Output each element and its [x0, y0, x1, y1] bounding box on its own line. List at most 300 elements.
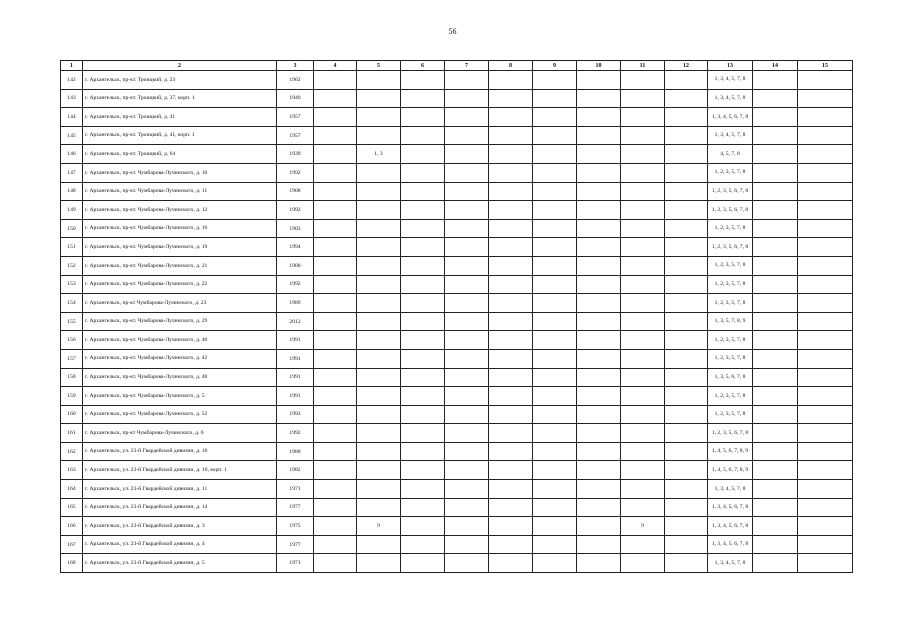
col13-cell: 1, 2, 3, 5, 6, 7, 8 [708, 238, 753, 257]
col5-cell [357, 480, 401, 499]
row-number-cell: 144 [61, 108, 83, 127]
col13-cell: 4, 5, 7, 8 [708, 145, 753, 164]
col5-cell: 9 [357, 517, 401, 536]
col9-cell [533, 424, 577, 443]
table-row [61, 275, 853, 294]
col4-cell [314, 294, 357, 313]
col12-cell [665, 442, 708, 461]
column-header-13: 13 [708, 61, 753, 71]
col14-cell [753, 554, 798, 573]
address-cell: г. Архангельск, пр-кт. Чумбарова-Лучинского, д. 11 [83, 182, 277, 201]
col4-cell [314, 238, 357, 257]
column-header-12: 12 [665, 61, 708, 71]
row-number-cell: 159 [61, 387, 83, 406]
col5-cell [357, 182, 401, 201]
table-header [61, 61, 853, 71]
col11-cell [621, 163, 665, 182]
col15-cell [798, 442, 853, 461]
col11-cell [621, 219, 665, 238]
col12-cell [665, 554, 708, 573]
col8-cell [489, 405, 533, 424]
row-number-cell: 158 [61, 368, 83, 387]
col14-cell [753, 294, 798, 313]
col8-cell [489, 517, 533, 536]
col12-cell [665, 182, 708, 201]
col9-cell [533, 535, 577, 554]
col7-cell [445, 480, 489, 499]
col14-cell [753, 498, 798, 517]
col12-cell [665, 256, 708, 275]
col14-cell [753, 238, 798, 257]
col11-cell [621, 312, 665, 331]
col4-cell [314, 182, 357, 201]
col6-cell [401, 405, 445, 424]
col11-cell [621, 368, 665, 387]
column-header-1: 1 [61, 61, 83, 71]
col4-cell [314, 387, 357, 406]
address-cell: г. Архангельск, пр-кт. Чумбарова-Лучинского, д. 22 [83, 275, 277, 294]
col15-cell [798, 405, 853, 424]
row-number-cell: 166 [61, 517, 83, 536]
col5-cell [357, 275, 401, 294]
col4-cell [314, 554, 357, 573]
col5-cell: 1, 3 [357, 145, 401, 164]
table-row [61, 256, 853, 275]
col4-cell [314, 535, 357, 554]
col4-cell [314, 201, 357, 220]
row-number-cell: 147 [61, 163, 83, 182]
table-row [61, 163, 853, 182]
address-cell: г. Архангельск, пр-кт. Чумбарова-Лучинского, д. 12 [83, 201, 277, 220]
col8-cell [489, 201, 533, 220]
col11-cell [621, 498, 665, 517]
col5-cell [357, 108, 401, 127]
col12-cell [665, 238, 708, 257]
col11-cell [621, 275, 665, 294]
year-cell: 1977 [277, 535, 314, 554]
table-row [61, 182, 853, 201]
col10-cell [577, 461, 621, 480]
col14-cell [753, 126, 798, 145]
col10-cell [577, 498, 621, 517]
col8-cell [489, 312, 533, 331]
col7-cell [445, 219, 489, 238]
table-row [61, 238, 853, 257]
col6-cell [401, 368, 445, 387]
col5-cell [357, 89, 401, 108]
col10-cell [577, 387, 621, 406]
column-header-7: 7 [445, 61, 489, 71]
address-cell: г. Архангельск, пр-кт Чумбарова-Лучинского, д. 23 [83, 294, 277, 313]
column-header-9: 9 [533, 61, 577, 71]
year-cell: 1991 [277, 368, 314, 387]
address-cell: г. Архангельск, ул. 23-й Гвардейской дивизии, д. 5 [83, 554, 277, 573]
year-cell: 1993 [277, 405, 314, 424]
row-number-cell: 145 [61, 126, 83, 145]
col12-cell [665, 405, 708, 424]
col7-cell [445, 163, 489, 182]
year-cell: 1957 [277, 126, 314, 145]
col15-cell [798, 275, 853, 294]
year-cell: 1994 [277, 238, 314, 257]
col6-cell [401, 535, 445, 554]
year-cell: 1991 [277, 331, 314, 350]
col8-cell [489, 71, 533, 90]
col14-cell [753, 312, 798, 331]
col13-cell: 1, 3, 5, 6, 7, 8 [708, 368, 753, 387]
col9-cell [533, 331, 577, 350]
col7-cell [445, 182, 489, 201]
col13-cell: 1, 3, 4, 5, 7, 8 [708, 89, 753, 108]
col7-cell [445, 312, 489, 331]
table-row [61, 89, 853, 108]
col15-cell [798, 219, 853, 238]
address-cell: г. Архангельск, пр-кт. Чумбарова-Лучинского, д. 21 [83, 256, 277, 275]
col7-cell [445, 498, 489, 517]
col7-cell [445, 294, 489, 313]
col5-cell [357, 442, 401, 461]
col10-cell [577, 126, 621, 145]
col14-cell [753, 517, 798, 536]
col11-cell [621, 535, 665, 554]
col15-cell [798, 126, 853, 145]
col9-cell [533, 275, 577, 294]
col11-cell [621, 554, 665, 573]
col15-cell [798, 71, 853, 90]
col6-cell [401, 461, 445, 480]
col15-cell [798, 517, 853, 536]
col10-cell [577, 535, 621, 554]
col9-cell [533, 461, 577, 480]
address-cell: г. Архангельск, пр-кт. Троицкий, д. 41, корп. 1 [83, 126, 277, 145]
col10-cell [577, 201, 621, 220]
col12-cell [665, 498, 708, 517]
col14-cell [753, 387, 798, 406]
col13-cell: 1, 2, 3, 5, 7, 8 [708, 331, 753, 350]
col11-cell [621, 294, 665, 313]
col7-cell [445, 368, 489, 387]
address-cell: г. Архангельск, пр-кт. Чумбарова-Лучинского, д. 16 [83, 219, 277, 238]
col15-cell [798, 182, 853, 201]
col9-cell [533, 182, 577, 201]
col13-cell: 1, 3, 5, 7, 8, 9 [708, 312, 753, 331]
col15-cell [798, 349, 853, 368]
col9-cell [533, 108, 577, 127]
col9-cell [533, 442, 577, 461]
col13-cell: 1, 3, 4, 5, 6, 7, 8 [708, 108, 753, 127]
col11-cell [621, 182, 665, 201]
col10-cell [577, 294, 621, 313]
col4-cell [314, 349, 357, 368]
year-cell: 1992 [277, 163, 314, 182]
col12-cell [665, 89, 708, 108]
col15-cell [798, 238, 853, 257]
table-row [61, 461, 853, 480]
col6-cell [401, 182, 445, 201]
col4-cell [314, 145, 357, 164]
col14-cell [753, 71, 798, 90]
row-number-cell: 155 [61, 312, 83, 331]
col13-cell: 1, 2, 3, 5, 7, 8 [708, 163, 753, 182]
col4-cell [314, 126, 357, 145]
col9-cell [533, 480, 577, 499]
table-row [61, 126, 853, 145]
col14-cell [753, 535, 798, 554]
col14-cell [753, 256, 798, 275]
col5-cell [357, 294, 401, 313]
col5-cell [357, 163, 401, 182]
col15-cell [798, 145, 853, 164]
col12-cell [665, 387, 708, 406]
col6-cell [401, 256, 445, 275]
col6-cell [401, 554, 445, 573]
col15-cell [798, 108, 853, 127]
col14-cell [753, 219, 798, 238]
row-number-cell: 148 [61, 182, 83, 201]
col5-cell [357, 312, 401, 331]
col6-cell [401, 275, 445, 294]
year-cell: 1977 [277, 498, 314, 517]
col13-cell: 1, 3, 4, 5, 6, 7, 8 [708, 535, 753, 554]
col10-cell [577, 182, 621, 201]
col13-cell: 1, 2, 3, 5, 7, 8 [708, 405, 753, 424]
year-cell: 1989 [277, 294, 314, 313]
col5-cell [357, 387, 401, 406]
col11-cell [621, 349, 665, 368]
column-header-2: 2 [83, 61, 277, 71]
col10-cell [577, 163, 621, 182]
col8-cell [489, 498, 533, 517]
column-header-3: 3 [277, 61, 314, 71]
col14-cell [753, 480, 798, 499]
col15-cell [798, 89, 853, 108]
col9-cell [533, 256, 577, 275]
col9-cell [533, 238, 577, 257]
column-header-10: 10 [577, 61, 621, 71]
col10-cell [577, 312, 621, 331]
col14-cell [753, 424, 798, 443]
col6-cell [401, 424, 445, 443]
col4-cell [314, 275, 357, 294]
col6-cell [401, 442, 445, 461]
address-cell: г. Архангельск, пр-кт. Троицкий, д. 64 [83, 145, 277, 164]
col5-cell [357, 498, 401, 517]
col4-cell [314, 480, 357, 499]
col6-cell [401, 71, 445, 90]
col15-cell [798, 312, 853, 331]
table-row [61, 331, 853, 350]
col12-cell [665, 461, 708, 480]
col5-cell [357, 126, 401, 145]
col5-cell [357, 349, 401, 368]
col10-cell [577, 219, 621, 238]
col15-cell [798, 387, 853, 406]
row-number-cell: 150 [61, 219, 83, 238]
col7-cell [445, 517, 489, 536]
row-number-cell: 142 [61, 71, 83, 90]
col4-cell [314, 108, 357, 127]
col10-cell [577, 256, 621, 275]
col12-cell [665, 368, 708, 387]
col7-cell [445, 89, 489, 108]
col9-cell [533, 126, 577, 145]
address-cell: г. Архангельск, пр-кт. Троицкий, д. 23 [83, 71, 277, 90]
col10-cell [577, 275, 621, 294]
table-row [61, 294, 853, 313]
row-number-cell: 157 [61, 349, 83, 368]
table-row [61, 517, 853, 536]
col12-cell [665, 331, 708, 350]
address-cell: г. Архангельск, ул. 23-й Гвардейской дивизии, д. 4 [83, 535, 277, 554]
col9-cell [533, 498, 577, 517]
col6-cell [401, 163, 445, 182]
col11-cell [621, 108, 665, 127]
col13-cell: 1, 2, 3, 5, 6, 7, 8 [708, 201, 753, 220]
col11-cell [621, 480, 665, 499]
col15-cell [798, 535, 853, 554]
address-cell: г. Архангельск, пр-кт. Чумбарова-Лучинского, д. 40 [83, 331, 277, 350]
col9-cell [533, 405, 577, 424]
address-cell: г. Архангельск, пр-кт. Чумбарова-Лучинского, д. 5 [83, 387, 277, 406]
col8-cell [489, 145, 533, 164]
col12-cell [665, 349, 708, 368]
table-row [61, 349, 853, 368]
col6-cell [401, 89, 445, 108]
table-row [61, 535, 853, 554]
address-cell: г. Архангельск, пр-кт. Троицкий, д. 37, корп. 1 [83, 89, 277, 108]
year-cell: 1980 [277, 442, 314, 461]
col8-cell [489, 442, 533, 461]
col10-cell [577, 554, 621, 573]
address-cell: г. Архангельск, ул. 23-й Гвардейской дивизии, д. 10 [83, 442, 277, 461]
col7-cell [445, 126, 489, 145]
row-number-cell: 143 [61, 89, 83, 108]
col5-cell [357, 461, 401, 480]
col8-cell [489, 256, 533, 275]
col4-cell [314, 331, 357, 350]
col12-cell [665, 517, 708, 536]
col12-cell [665, 201, 708, 220]
address-cell: г. Архангельск, пр-кт. Чумбарова-Лучинского, д. 10 [83, 163, 277, 182]
col13-cell: 1, 3, 4, 5, 6, 7, 8 [708, 498, 753, 517]
col15-cell [798, 163, 853, 182]
col12-cell [665, 424, 708, 443]
col10-cell [577, 331, 621, 350]
col8-cell [489, 535, 533, 554]
col10-cell [577, 368, 621, 387]
table-row [61, 498, 853, 517]
col6-cell [401, 108, 445, 127]
col10-cell [577, 108, 621, 127]
col6-cell [401, 126, 445, 145]
col6-cell [401, 498, 445, 517]
row-number-cell: 162 [61, 442, 83, 461]
col11-cell [621, 71, 665, 90]
col4-cell [314, 368, 357, 387]
row-number-cell: 160 [61, 405, 83, 424]
row-number-cell: 149 [61, 201, 83, 220]
col5-cell [357, 238, 401, 257]
col13-cell: 1, 3, 4, 5, 7, 8 [708, 71, 753, 90]
col10-cell [577, 517, 621, 536]
year-cell: 1971 [277, 480, 314, 499]
col4-cell [314, 71, 357, 90]
col13-cell: 1, 2, 3, 5, 7, 8 [708, 275, 753, 294]
col11-cell [621, 238, 665, 257]
col12-cell [665, 163, 708, 182]
col13-cell: 1, 2, 3, 5, 7, 8 [708, 387, 753, 406]
col9-cell [533, 368, 577, 387]
row-number-cell: 154 [61, 294, 83, 313]
col8-cell [489, 461, 533, 480]
year-cell: 1962 [277, 71, 314, 90]
col14-cell [753, 275, 798, 294]
col14-cell [753, 349, 798, 368]
col12-cell [665, 535, 708, 554]
table-row [61, 387, 853, 406]
col10-cell [577, 349, 621, 368]
col7-cell [445, 256, 489, 275]
col6-cell [401, 219, 445, 238]
col13-cell: 1, 2, 3, 5, 6, 7, 8 [708, 182, 753, 201]
col7-cell [445, 424, 489, 443]
col10-cell [577, 71, 621, 90]
col12-cell [665, 126, 708, 145]
column-header-8: 8 [489, 61, 533, 71]
col11-cell [621, 461, 665, 480]
col14-cell [753, 89, 798, 108]
col14-cell [753, 201, 798, 220]
address-cell: г. Архангельск, ул. 23-й Гвардейской дивизии, д. 10, корп. 1 [83, 461, 277, 480]
col5-cell [357, 219, 401, 238]
year-cell: 1991 [277, 387, 314, 406]
col11-cell [621, 405, 665, 424]
col14-cell [753, 182, 798, 201]
col12-cell [665, 219, 708, 238]
col10-cell [577, 442, 621, 461]
col4-cell [314, 461, 357, 480]
col4-cell [314, 256, 357, 275]
col11-cell [621, 89, 665, 108]
col8-cell [489, 108, 533, 127]
col14-cell [753, 442, 798, 461]
col9-cell [533, 219, 577, 238]
column-header-11: 11 [621, 61, 665, 71]
year-cell: 1991 [277, 349, 314, 368]
row-number-cell: 167 [61, 535, 83, 554]
register-table [60, 60, 853, 573]
col15-cell [798, 498, 853, 517]
col7-cell [445, 145, 489, 164]
col7-cell [445, 405, 489, 424]
address-cell: г. Архангельск, пр-кт Чумбарова-Лучинского, д. 6 [83, 424, 277, 443]
col8-cell [489, 368, 533, 387]
col11-cell: 9 [621, 517, 665, 536]
year-cell: 2012 [277, 312, 314, 331]
row-number-cell: 151 [61, 238, 83, 257]
col9-cell [533, 349, 577, 368]
col6-cell [401, 238, 445, 257]
col6-cell [401, 294, 445, 313]
year-cell: 1982 [277, 461, 314, 480]
col5-cell [357, 256, 401, 275]
address-cell: г. Архангельск, пр-кт. Чумбарова-Лучинского, д. 29 [83, 312, 277, 331]
col7-cell [445, 201, 489, 220]
col7-cell [445, 554, 489, 573]
col4-cell [314, 442, 357, 461]
col12-cell [665, 275, 708, 294]
col7-cell [445, 108, 489, 127]
